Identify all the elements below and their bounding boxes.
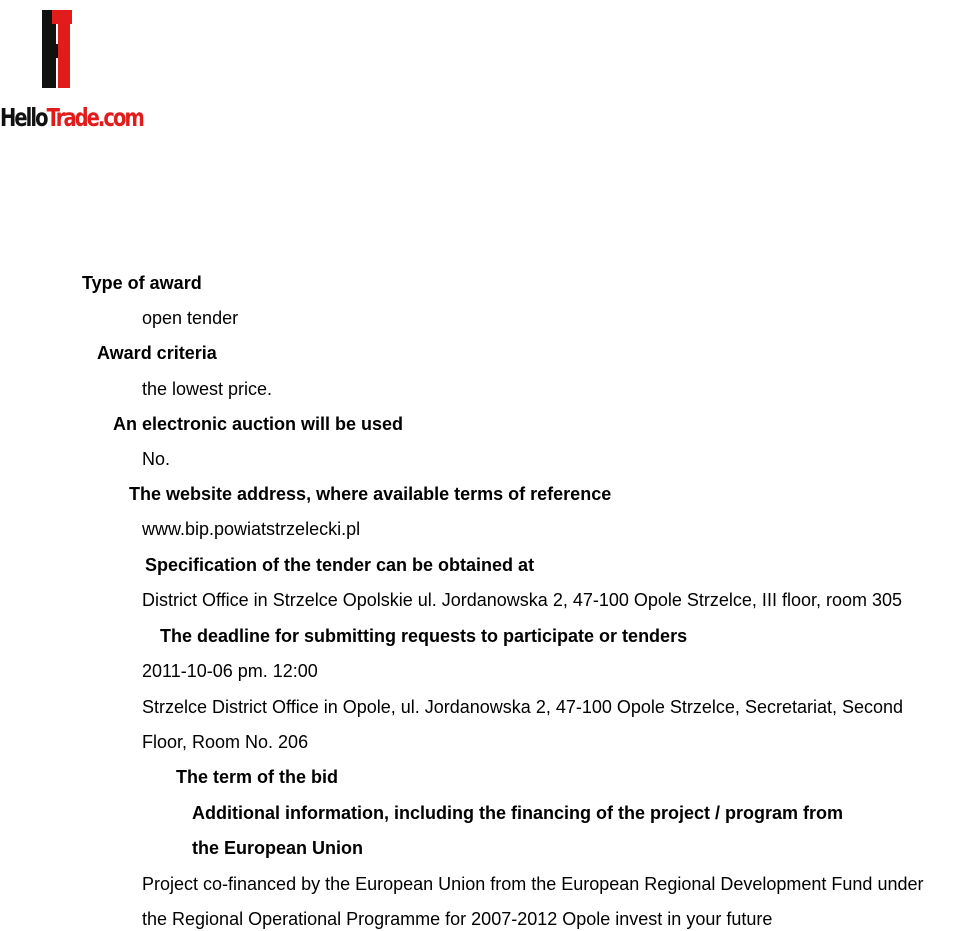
- ht-monogram-icon: [0, 6, 124, 102]
- deadline-label: The deadline for submitting requests to participate or tenders: [160, 626, 688, 646]
- award-criteria-label: Award criteria: [97, 343, 217, 363]
- award-criteria-value: the lowest price.: [142, 379, 273, 399]
- electronic-auction-value: No.: [142, 449, 171, 469]
- deadline-location-line-1: Strzelce District Office in Opole, ul. Jordanowska 2, 47-100 Opole Strzelce, Secretariat, Second: [142, 697, 904, 717]
- website-address-value[interactable]: www.bip.powiatstrzelecki.pl: [142, 519, 361, 539]
- additional-info-label-line-1: Additional information, including the financing of the project / program from: [192, 803, 843, 823]
- type-of-award-label: Type of award: [82, 273, 202, 293]
- additional-info-label-line-2: the European Union: [192, 838, 363, 858]
- specification-label: Specification of the tender can be obtained at: [145, 555, 535, 575]
- deadline-location-line-2: Floor, Room No. 206: [142, 732, 309, 752]
- additional-info-value-line-1: Project co-financed by the European Union from the European Regional Development Fund under: [142, 874, 924, 894]
- website-address-label: The website address, where available terms of reference: [129, 484, 612, 504]
- logo-wordmark: HelloTrade.com: [0, 103, 143, 132]
- deadline-value: 2011-10-06 pm. 12:00: [142, 661, 318, 681]
- type-of-award-value: open tender: [142, 308, 239, 328]
- additional-info-value-line-2: the Regional Operational Programme for 2007-2012 Opole invest in your future: [142, 909, 773, 929]
- specification-value: District Office in Strzelce Opolskie ul. Jordanowska 2, 47-100 Opole Strzelce, III floor, room 305: [142, 590, 903, 610]
- hellotrade-logo: [0, 6, 143, 134]
- term-of-bid-label: The term of the bid: [176, 767, 338, 787]
- electronic-auction-label: An electronic auction will be used: [113, 414, 404, 434]
